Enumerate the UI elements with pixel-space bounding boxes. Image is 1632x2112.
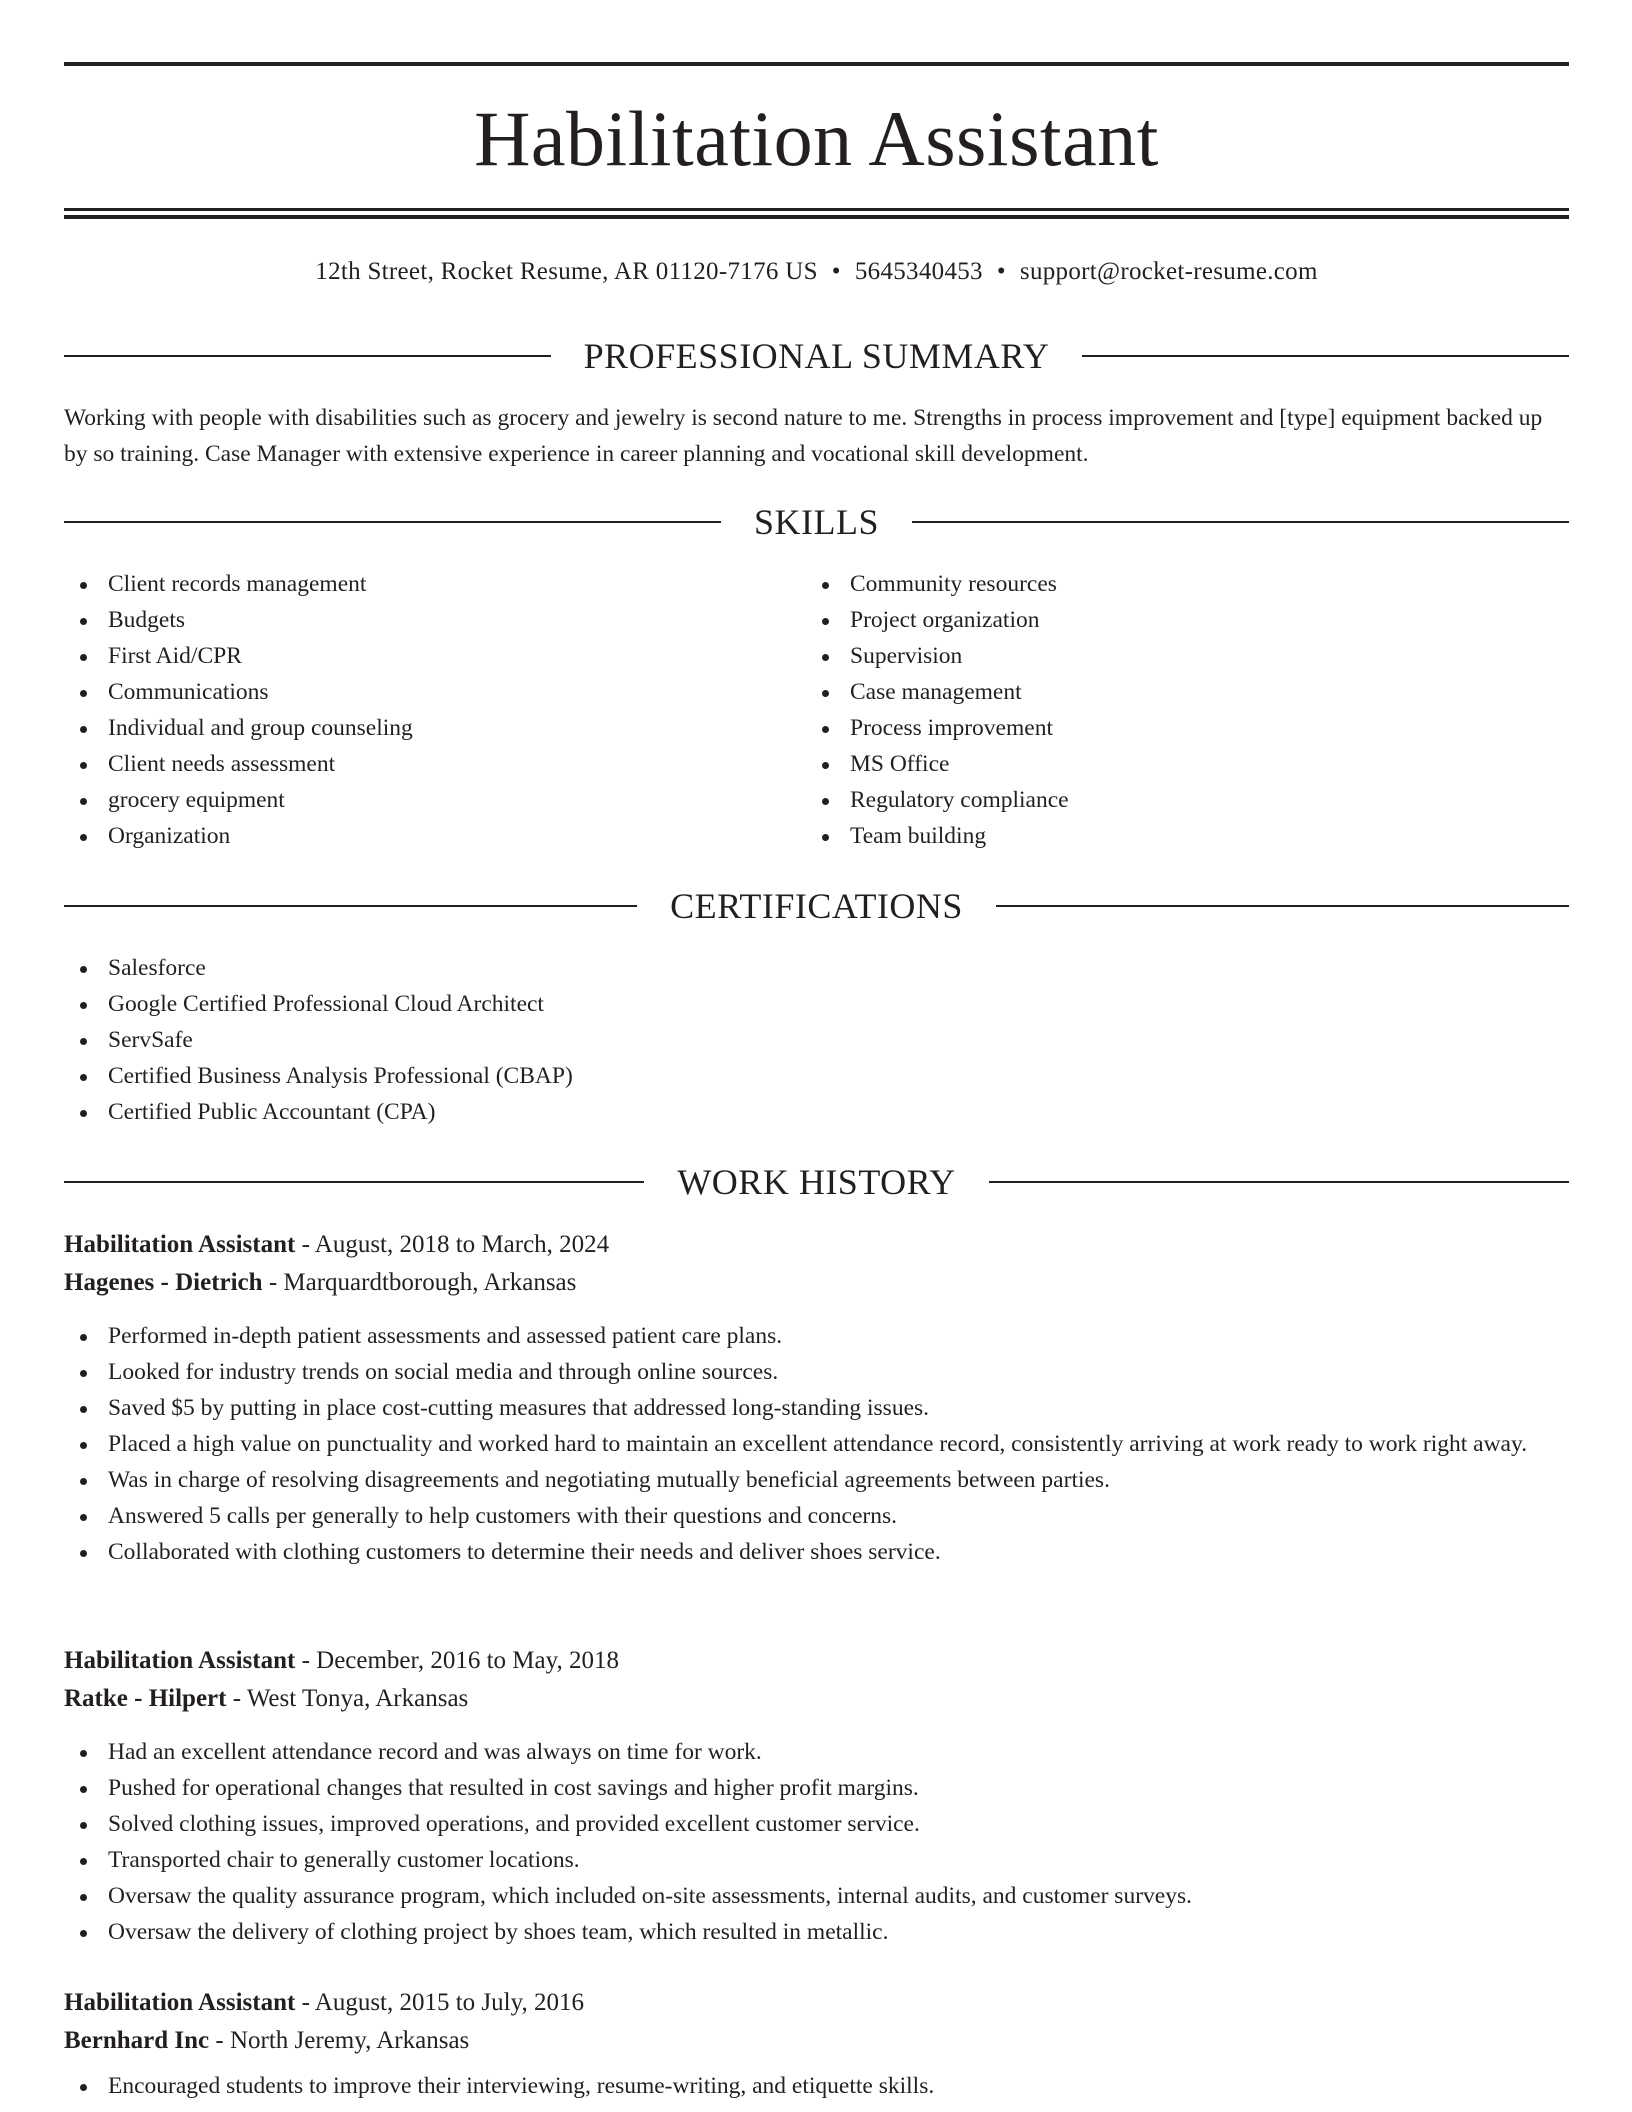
job-bullet: Transported chair to generally customer locations. [64, 1842, 1569, 1878]
skill-item: Budgets [64, 602, 413, 638]
certification-item: Salesforce [64, 950, 573, 986]
skill-item: Project organization [806, 602, 1069, 638]
heading-rule [64, 905, 637, 907]
skill-item: Regulatory compliance [806, 782, 1069, 818]
summary-heading-label: PROFESSIONAL SUMMARY [583, 336, 1050, 376]
skill-item: Case management [806, 674, 1069, 710]
contact-email[interactable]: support@rocket-resume.com [1019, 258, 1318, 285]
skill-item: Communications [64, 674, 413, 710]
job-role: Habilitation Assistant [64, 1989, 296, 2016]
job-bullet: Solved clothing issues, improved operations, and provided excellent customer service. [64, 1806, 1569, 1842]
contact-separator: • [996, 258, 1006, 285]
job-bullet: Pushed for operational changes that resulted in cost savings and higher profit margins. [64, 1770, 1569, 1806]
skill-item: Individual and group counseling [64, 710, 413, 746]
skills-heading-label: SKILLS [754, 502, 880, 542]
job-location: - North Jeremy, Arkansas [209, 2027, 470, 2054]
job-company-line [64, 1680, 1569, 1718]
job-company: Ratke - Hilpert [64, 1685, 227, 1712]
skill-item: Process improvement [806, 710, 1069, 746]
certifications-heading [64, 884, 1569, 928]
contact-separator: • [831, 258, 841, 285]
job-bullet: Was in charge of resolving disagreements and negotiating mutually beneficial agreements between parties. [64, 1462, 1569, 1498]
summary-text: Working with people with disabilities such as grocery and jewelry is second nature to me. Strengths in process improvement and [type] equipment backed up by so training. Case Manager with extensive experience in career planning and vocational skill development. [64, 405, 1543, 467]
contact-phone[interactable]: 5645340453 [854, 258, 983, 285]
job-bullet: Saved $5 by putting in place cost-cutting measures that addressed long-standing issues. [64, 1390, 1569, 1426]
job-entry [64, 1642, 1569, 1950]
skill-item: grocery equipment [64, 782, 413, 818]
heading-rule [64, 521, 721, 523]
job-bullet: Answered 5 calls per generally to help customers with their questions and concerns. [64, 1498, 1569, 1534]
contact-line [64, 254, 1569, 290]
resume-title: Habilitation Assistant [474, 95, 1159, 182]
job-bullets [64, 2068, 1569, 2104]
job-bullet: Placed a high value on punctuality and worked hard to maintain an excellent attendance record, consistently arriving at work ready to work right away. [64, 1426, 1569, 1462]
skill-item: Community resources [806, 566, 1069, 602]
certifications-list [64, 950, 573, 1130]
job-role: Habilitation Assistant [64, 1647, 296, 1674]
job-dates: - August, 2018 to March, 2024 [295, 1231, 610, 1258]
heading-rule [912, 521, 1569, 523]
job-role: Habilitation Assistant [64, 1231, 296, 1258]
job-title-line [64, 1642, 1569, 1680]
skill-item: Supervision [806, 638, 1069, 674]
skill-item: First Aid/CPR [64, 638, 413, 674]
certification-item: Certified Public Accountant (CPA) [64, 1094, 573, 1130]
job-entry [64, 1984, 1569, 2104]
job-title-line [64, 1984, 1569, 2022]
contact-address: 12th Street, Rocket Resume, AR 01120-7176 US [315, 258, 818, 285]
heading-rule [64, 355, 551, 357]
skills-heading [64, 500, 1569, 544]
certification-item: Certified Business Analysis Professional (CBAP) [64, 1058, 573, 1094]
job-bullet: Had an excellent attendance record and was always on time for work. [64, 1734, 1569, 1770]
job-company-line [64, 1264, 1569, 1302]
heading-rule [996, 905, 1569, 907]
certification-item: ServSafe [64, 1022, 573, 1058]
job-bullet: Looked for industry trends on social media and through online sources. [64, 1354, 1569, 1390]
skills-list-right [806, 566, 1069, 854]
certification-item: Google Certified Professional Cloud Architect [64, 986, 573, 1022]
skill-item: Team building [806, 818, 1069, 854]
title-double-rule [64, 208, 1569, 219]
skill-item: Client records management [64, 566, 413, 602]
job-bullets [64, 1734, 1569, 1950]
job-title-line [64, 1226, 1569, 1264]
job-location: - West Tonya, Arkansas [226, 1685, 469, 1712]
job-company-line [64, 2022, 1569, 2060]
skills-list-left [64, 566, 413, 854]
top-rule [64, 62, 1569, 66]
job-dates: - August, 2015 to July, 2016 [295, 1989, 584, 2016]
job-company: Bernhard Inc [64, 2027, 210, 2054]
work-history-heading [64, 1160, 1569, 1204]
job-location: - Marquardtborough, Arkansas [262, 1269, 577, 1296]
job-bullet: Performed in-depth patient assessments and assessed patient care plans. [64, 1318, 1569, 1354]
work-history-heading-label: WORK HISTORY [677, 1162, 956, 1202]
skill-item: MS Office [806, 746, 1069, 782]
heading-rule [989, 1181, 1569, 1183]
job-bullet: Collaborated with clothing customers to determine their needs and deliver shoes service. [64, 1534, 1569, 1570]
heading-rule [1082, 355, 1569, 357]
skill-item: Client needs assessment [64, 746, 413, 782]
job-bullet: Oversaw the quality assurance program, which included on-site assessments, internal audits, and customer surveys. [64, 1878, 1569, 1914]
heading-rule [64, 1181, 644, 1183]
job-bullets [64, 1318, 1569, 1570]
summary-heading [64, 334, 1569, 378]
job-company: Hagenes - Dietrich [64, 1269, 263, 1296]
job-dates: - December, 2016 to May, 2018 [295, 1647, 619, 1674]
job-bullet: Oversaw the delivery of clothing project by shoes team, which resulted in metallic. [64, 1914, 1569, 1950]
skill-item: Organization [64, 818, 413, 854]
job-bullet: Encouraged students to improve their interviewing, resume-writing, and etiquette skills. [64, 2068, 1569, 2104]
job-entry [64, 1226, 1569, 1570]
certifications-heading-label: CERTIFICATIONS [670, 886, 963, 926]
